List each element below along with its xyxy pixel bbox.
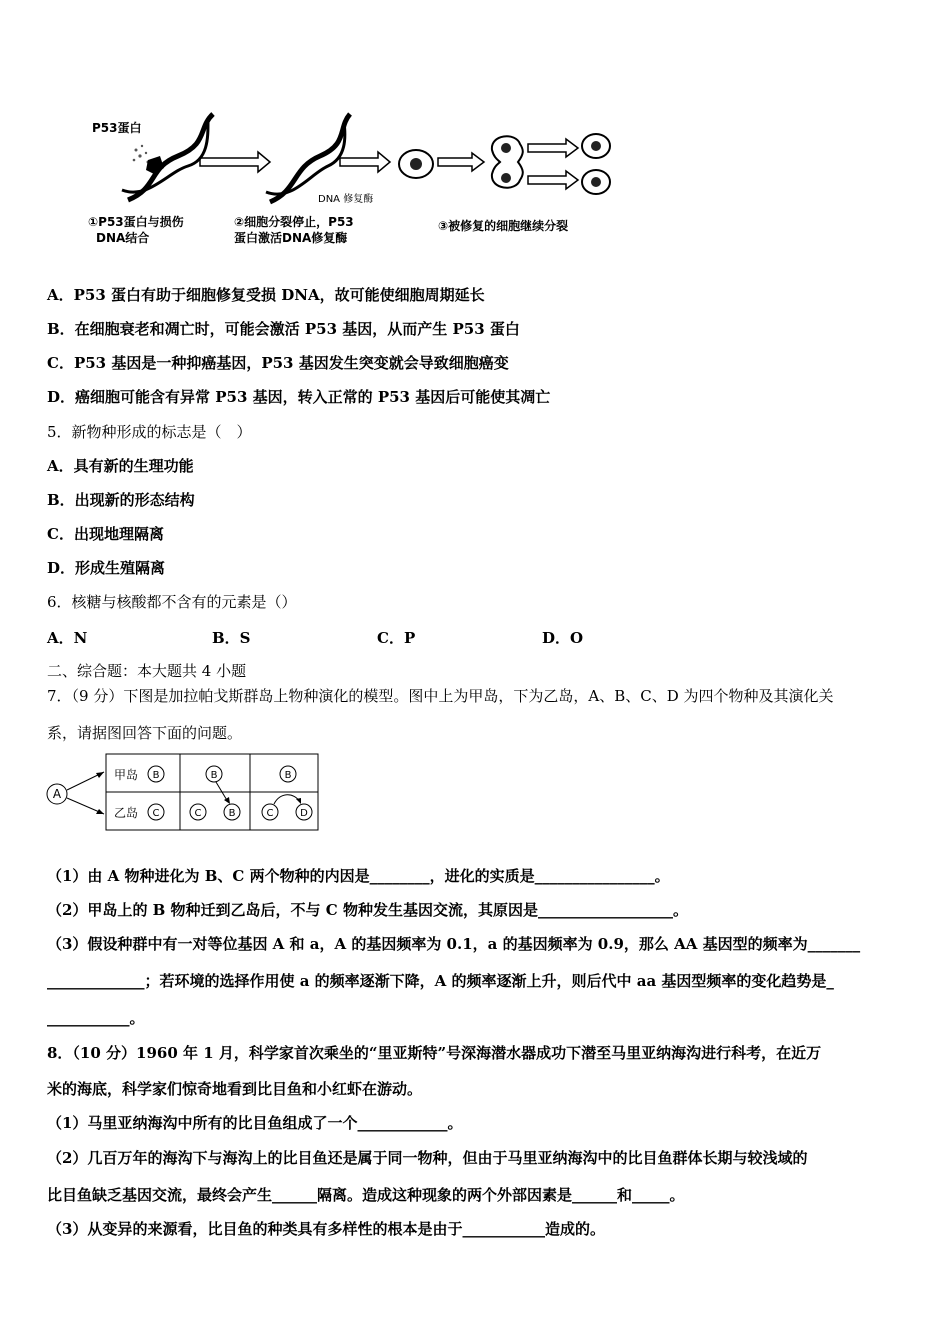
q8-sub1: （1）马里亚纳海沟中所有的比目鱼组成了一个____________。 [47, 1114, 463, 1132]
caption-step3: ③被修复的细胞继续分裂 [438, 219, 569, 233]
q5-option-b: B．出现新的形态结构 [47, 491, 195, 509]
svg-text:B: B [284, 770, 292, 781]
caption-step2-line2: 蛋白激活DNA修复酶 [234, 231, 348, 245]
section-heading: 二、综合题：本大题共 4 小题 [47, 662, 247, 680]
q6-stem: 6．核糖与核酸都不含有的元素是（） [47, 593, 297, 611]
q7-sub3-line2: _____________；若环境的选择作用使 a 的频率逐渐下降，A 的频率逐渐上升，则后代中 aa 基因型频率的变化趋势是_ [47, 972, 834, 990]
q5-option-c: C．出现地理隔离 [47, 525, 164, 543]
q4-option-d: D．癌细胞可能含有异常 P53 基因，转入正常的 P53 基因后可能使其凋亡 [47, 388, 551, 406]
species-b-node [206, 766, 222, 782]
q8-sub2-line1: （2）几百万年的海沟下与海沟上的比目鱼还是属于同一物种，但由于马里亚纳海沟中的比目鱼群体长期与较浅域的 [47, 1149, 808, 1167]
cell-icon [582, 170, 610, 194]
damage-site-icon [146, 156, 164, 174]
q6-option-d: D．O [542, 629, 584, 647]
evolution-curve-arrow [274, 795, 300, 804]
q7-sub3-line1: （3）假设种群中有一对等位基因 A 和 a，A 的基因频率为 0.1，a 的基因频率为 0.9，那么 AA 基因型的频率为_______ [47, 935, 861, 953]
cell-icon [399, 150, 433, 178]
p53-protein-dots [133, 145, 150, 164]
arrow-icon [528, 171, 578, 189]
arrow-icon [340, 152, 390, 172]
cell-icon [582, 134, 610, 158]
q8-sub3: （3）从变异的来源看，比目鱼的种类具有多样性的根本是由于___________造成的。 [47, 1220, 605, 1238]
species-b-node [280, 766, 296, 782]
arrow-icon [528, 139, 578, 157]
svg-text:C: C [266, 808, 274, 819]
q5-option-a: A．具有新的生理功能 [47, 457, 194, 475]
caption-step2-line1: ②细胞分裂停止，P53 [234, 215, 354, 229]
svg-text:C: C [152, 808, 160, 819]
q4-option-c: C．P53 基因是一种抑癌基因，P53 基因发生突变就会导致细胞癌变 [47, 354, 509, 372]
arrowhead-icon [224, 797, 230, 804]
dividing-cell-icon [492, 136, 523, 187]
svg-text:B: B [228, 808, 236, 819]
q7-sub1: （1）由 A 物种进化为 B、C 两个物种的内因是________，进化的实质是________________。 [47, 867, 670, 885]
q8-stem-line2: 米的海底，科学家们惊奇地看到比目鱼和小红虾在游动。 [47, 1080, 423, 1098]
q8-sub2-line2: 比目鱼缺乏基因交流，最终会产生______隔离。造成这种现象的两个外部因素是______和_____。 [47, 1186, 685, 1204]
repairing-dna-helix [266, 114, 350, 202]
p53-mechanism-figure [88, 108, 628, 248]
q6-option-c: C．P [377, 629, 416, 647]
island-evolution-figure [44, 752, 324, 836]
q7-stem-line2: 系，请据图回答下面的问题。 [47, 724, 243, 742]
island-yi-label: 乙岛 [114, 806, 139, 820]
q7-stem-line1: 7．（9 分）下图是加拉帕戈斯群岛上物种演化的模型。图中上为甲岛，下为乙岛，A、B、C、D 为四个物种及其演化关 [47, 687, 834, 705]
species-a-node [47, 784, 67, 804]
arrowhead-icon [296, 798, 301, 804]
species-b-node [148, 766, 164, 782]
p53-protein-label: P53蛋白 [92, 121, 142, 135]
arrow-icon [200, 152, 270, 172]
species-b-node [224, 804, 240, 820]
svg-text:B: B [152, 770, 160, 781]
species-c-node [262, 804, 278, 820]
caption-step1-line2: DNA结合 [96, 231, 150, 245]
svg-text:B: B [210, 770, 218, 781]
q6-option-b: B．S [212, 629, 251, 647]
dna-repair-enzyme-label: DNA 修复酶 [318, 194, 374, 205]
q7-sub2: （2）甲岛上的 B 物种迁到乙岛后，不与 C 物种发生基因交流，其原因是__________________。 [47, 901, 688, 919]
svg-text:D: D [300, 808, 308, 819]
q4-option-b: B．在细胞衰老和凋亡时，可能会激活 P53 基因，从而产生 P53 蛋白 [47, 320, 520, 338]
q6-option-a: A．N [47, 629, 88, 647]
q5-stem: 5．新物种形成的标志是（ ） [47, 423, 252, 441]
arrow-icon [438, 153, 484, 171]
species-c-node [190, 804, 206, 820]
q5-option-d: D．形成生殖隔离 [47, 559, 166, 577]
species-a-label: A [52, 787, 62, 801]
species-d-node [296, 804, 312, 820]
q4-option-a: A．P53 蛋白有助于细胞修复受损 DNA，故可能使细胞周期延长 [47, 286, 485, 304]
caption-step1-line1: ①P53蛋白与损伤 [88, 215, 184, 229]
svg-text:C: C [194, 808, 202, 819]
q7-sub3-line3: ___________。 [47, 1009, 145, 1027]
species-c-node [148, 804, 164, 820]
island-jia-label: 甲岛 [114, 768, 139, 782]
q8-stem-line1: 8．（10 分）1960 年 1 月，科学家首次乘坐的“里亚斯特”号深海潜水器成功下潜至马里亚纳海沟进行科考，在近万 [47, 1044, 822, 1062]
